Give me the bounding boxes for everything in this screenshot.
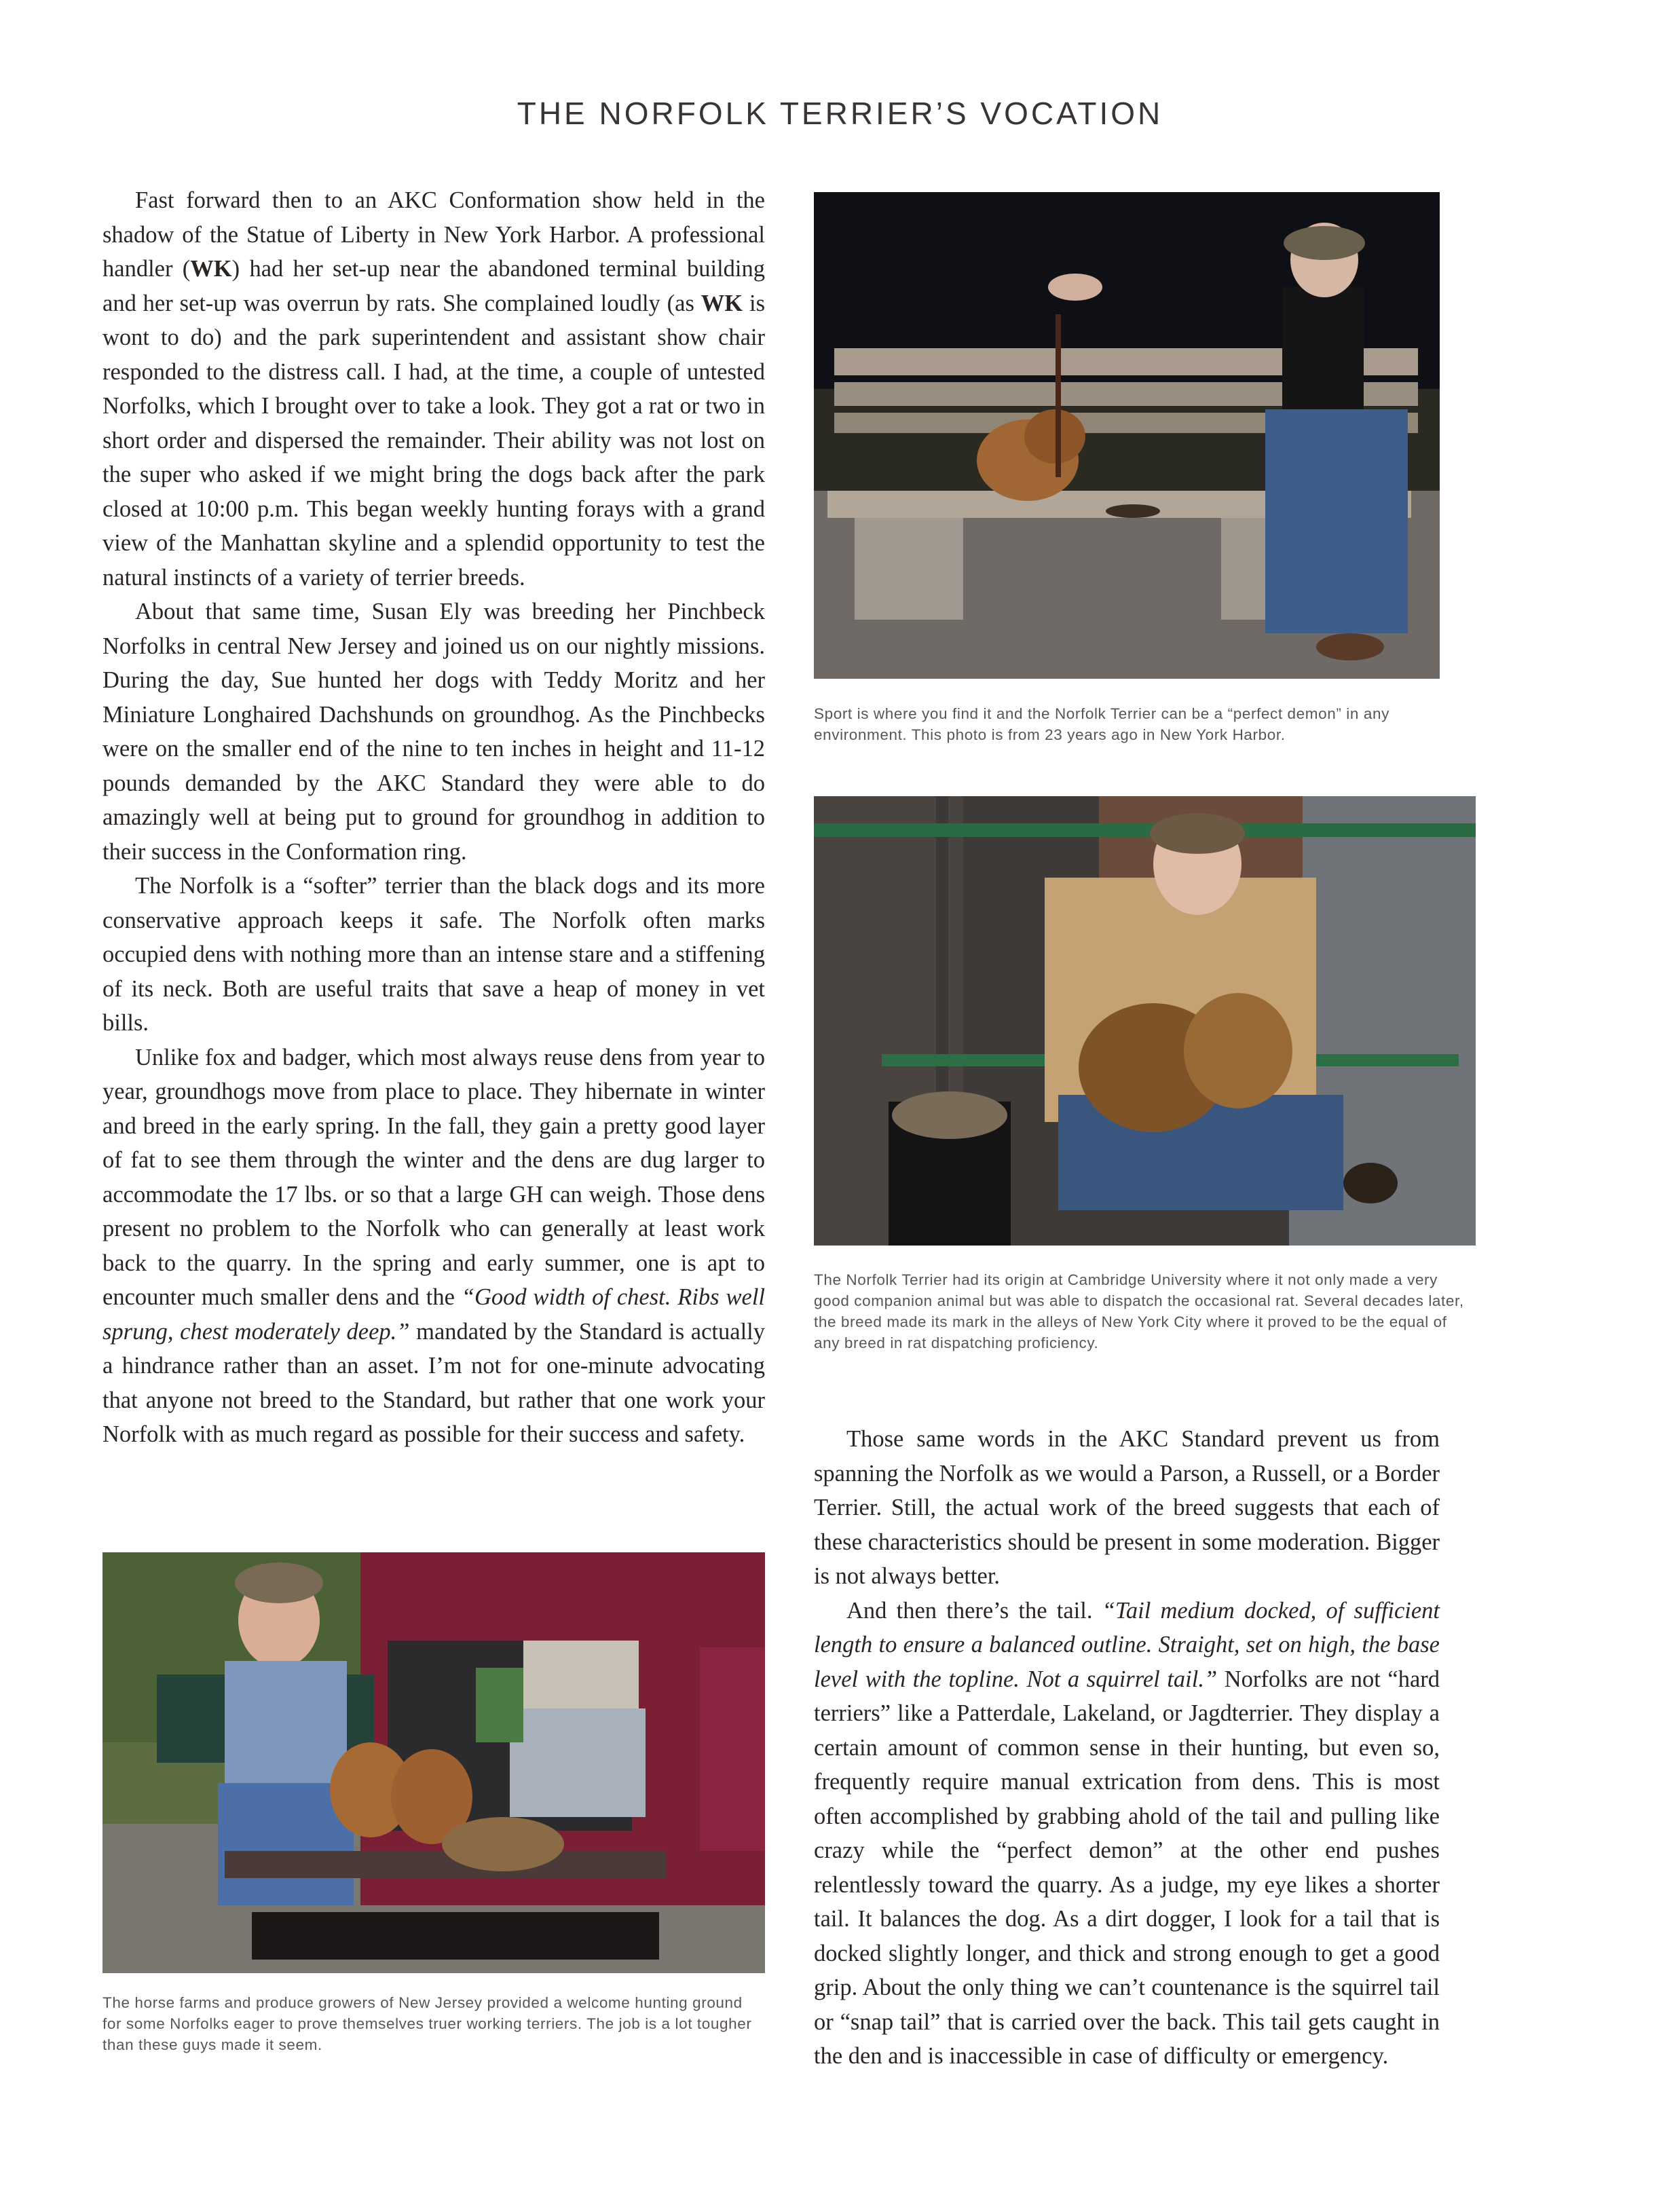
caption-photo-2: The Norfolk Terrier had its origin at Cambridge University where it not only made a very good companion animal but was able to dispatch the occasional rat. Several decades later, the breed made its mark in the alleys of New York City where it proved to be the equal of any breed in rat dispatching proficiency. bbox=[814, 1271, 1464, 1351]
paragraph-2: About that same time, Susan Ely was breeding her Pinchbeck Norfolks in central New Jersey and joined us on our nightly missions. During the day, Sue hunted her dogs with Teddy Moritz and her Miniature Longhaired Dachshunds on groundhog. As the Pinchbecks were on the smaller end of the nine to ten inches in height and 11-12 pounds demanded by the AKC Standard they were able to do amazingly well at being put to ground for groundhog in addition to their success in the Conformation ring. bbox=[102, 599, 765, 865]
paragraph-6: And then there’s the tail. “Tail medium docked, of sufficient length to ensure a balanced outline. Straight, set on high, the base level with the topline. Not a squirrel tail.” Norfolks are not “hard terriers” like a Patterdale, Lakeland, or Jagdterrier. They display a certain amount of common sense in their hunting, but even so, frequently require manual extrication from dens. This is most often accomplished by grabbing ahold of the tail and pulling like crazy while the “perfect demon” at the other end pushes relentlessly toward the quarry. As a judge, my eye likes a shorter tail. It balances the dog. As a dirt dogger, I look for a tail that is docked slightly longer, and thick and strong enough to get a good grip. About the only thing we can’t countenance is the squirrel tail or “snap tail” that is carried over the back. This tail gets caught in the den and is inaccessible in case of difficulty or emergency. bbox=[814, 1597, 1440, 2069]
paragraph-1: Fast forward then to an AKC Conformation show held in the shadow of the Statue of Liberty in New York Harbor. A professional handler (WK) had her set-up near the abandoned terminal building and her set-up was overrun by rats. She complained loudly (as WK is wont to do) and the park superintendent and assistant show chair responded to the distress call. I had, at the time, a couple of untested Norfolks, which I brought over to take a look. They got a rat or two in short order and dispersed the remainder. Their ability was not lost on the super who asked if we might bring the dogs back after the park closed at 10:00 p.m. This began weekly hunting forays with a grand view of the Manhattan skyline and a splendid opportunity to test the natural instincts of a variety of terrier breeds. bbox=[102, 187, 765, 591]
right-text-column bbox=[814, 1422, 1440, 2074]
photo-truck-tailgate bbox=[102, 1552, 765, 1973]
page-header-title: THE NORFOLK TERRIER’S VOCATION bbox=[517, 96, 1163, 131]
photo-alley-terriers bbox=[814, 796, 1476, 1246]
photo-bench-night bbox=[814, 192, 1440, 679]
caption-photo-3: The horse farms and produce growers of New Jersey provided a welcome hunting ground for some Norfolks eager to prove themselves truer working terriers. The job is a lot tougher than these guys made it seem. bbox=[102, 1994, 752, 2053]
left-text-column bbox=[102, 183, 765, 1452]
paragraph-5: Those same words in the AKC Standard prevent us from spanning the Norfolk as we would a Parson, a Russell, or a Border Terrier. Still, the actual work of the breed suggests that each of these characteristics should be present in some moderation. Bigger is not always better. bbox=[814, 1426, 1440, 1589]
paragraph-3: The Norfolk is a “softer” terrier than the black dogs and its more conservative approach keeps it safe. The Norfolk often marks occupied dens with nothing more than an intense stare and a stiffening of its neck. Both are useful traits that save a heap of money in vet bills. bbox=[102, 873, 765, 1036]
paragraph-4: Unlike fox and badger, which most always reuse dens from year to year, groundhogs move from place to place. They hibernate in winter and breed in the early spring. In the fall, they gain a pretty good layer of fat to see them through the winter and the dens are dug larger to accommodate the 17 lbs. or so that a large GH can weigh. Those dens present no problem to the Norfolk who can generally at least work back to the quarry. In the spring and early summer, one is apt to encounter much smaller dens and the “Good width of chest. Ribs well sprung, chest moderately deep.” mandated by the Standard is actually a hindrance rather than an asset. I’m not for one-minute advocating that anyone not breed to the Standard, but rather that one work your Norfolk with as much regard as possible for their success and safety. bbox=[102, 1044, 765, 1447]
caption-photo-1: Sport is where you find it and the Norfolk Terrier can be a “perfect demon” in any environment. This photo is from 23 years ago in New York Harbor. bbox=[814, 705, 1389, 743]
